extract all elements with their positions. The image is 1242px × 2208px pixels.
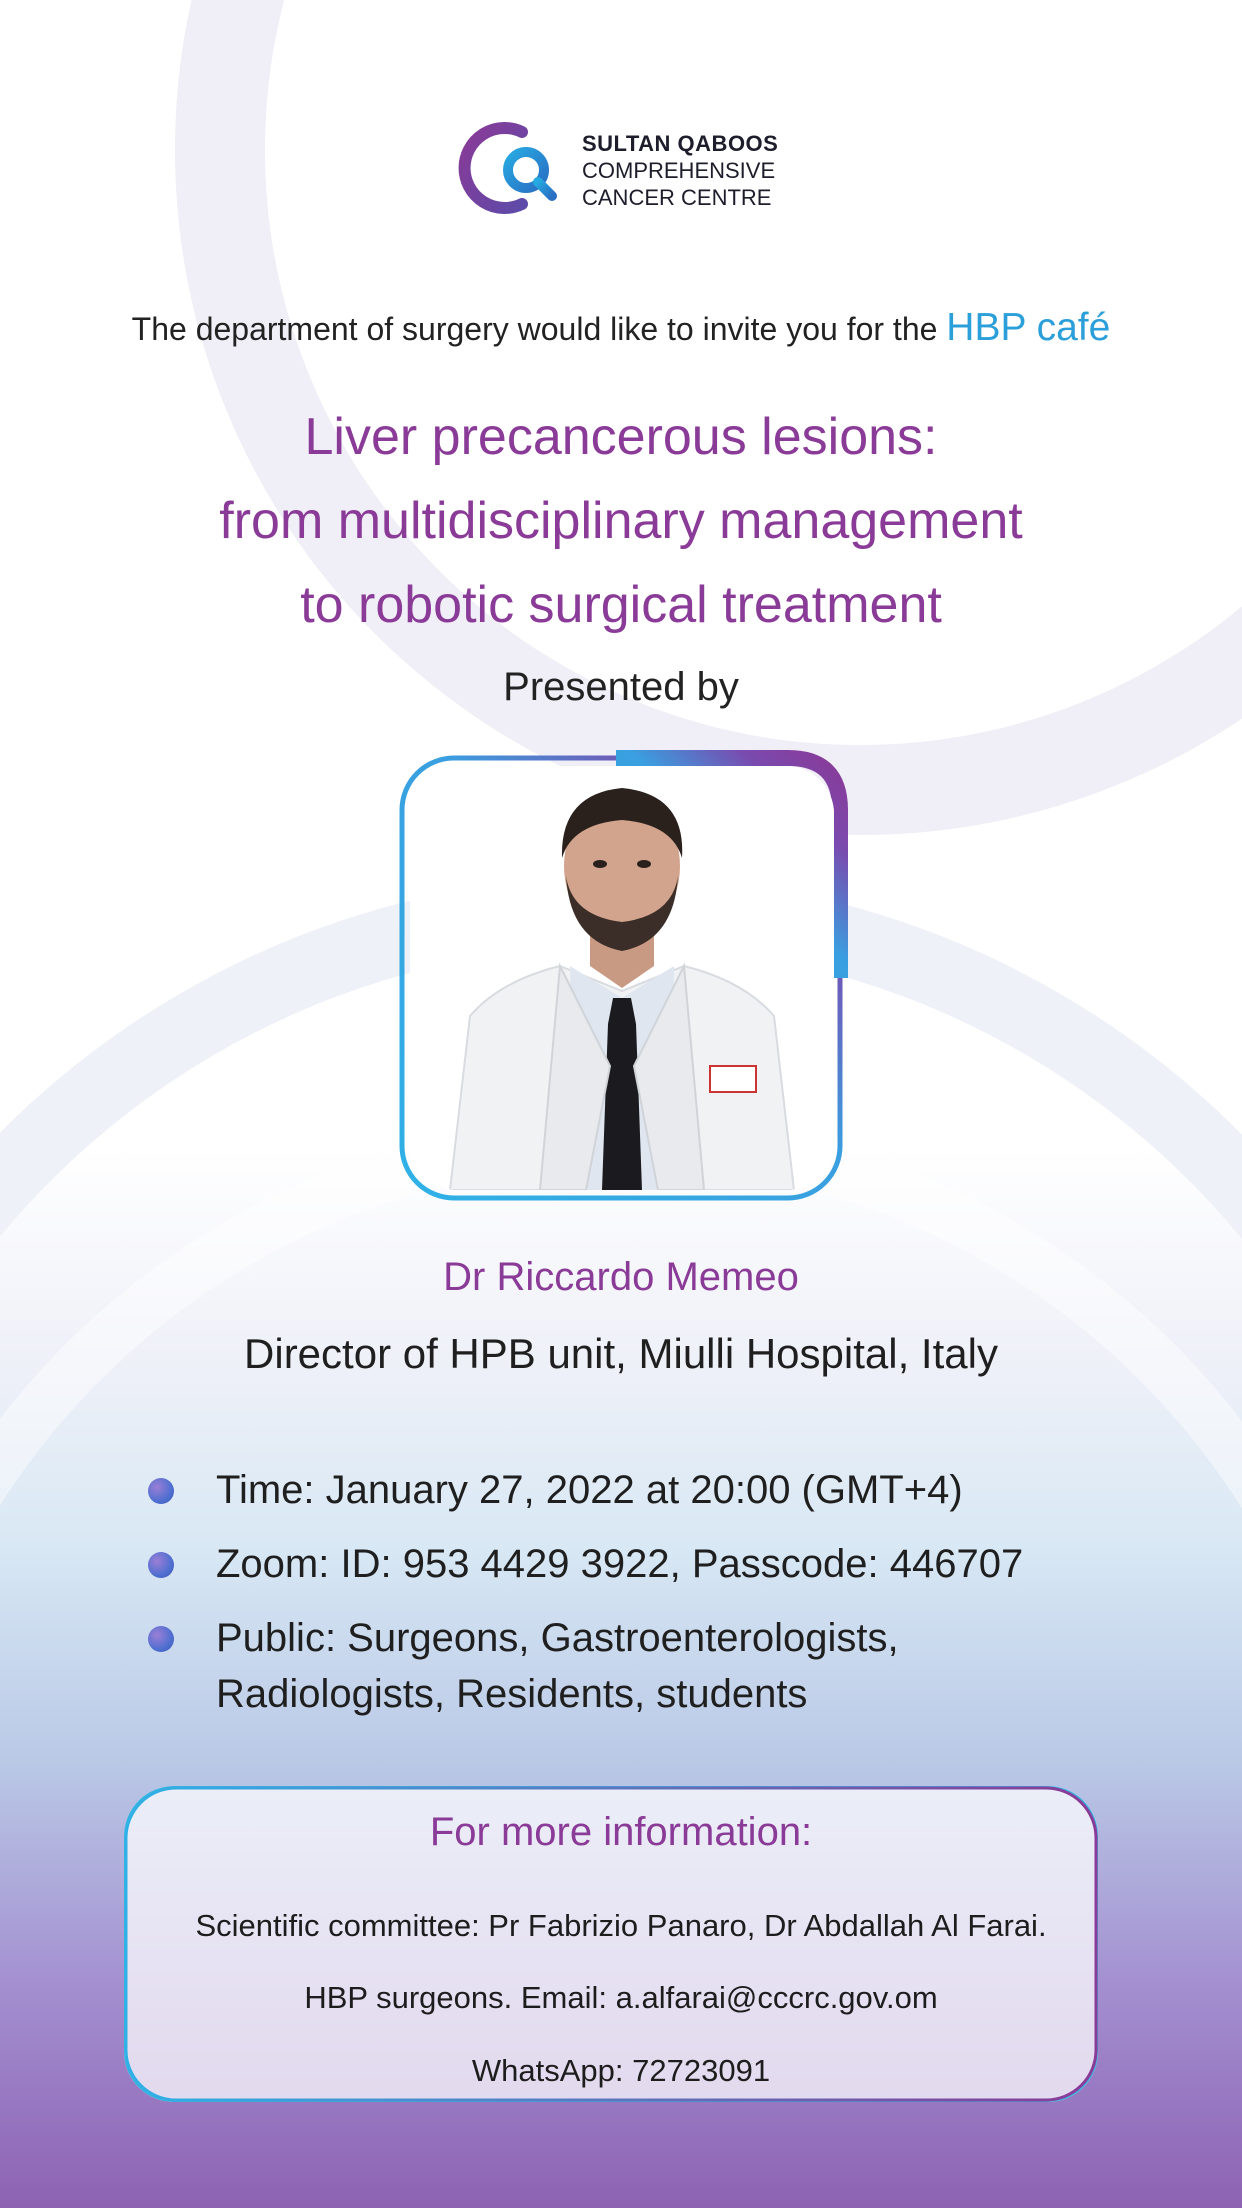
contact-whatsapp[interactable]: WhatsApp: 72723091 xyxy=(471,2053,771,2088)
speaker-photo-frame xyxy=(402,758,840,1198)
logo xyxy=(450,118,810,218)
speaker-illustration xyxy=(410,766,834,1190)
bullet-icon xyxy=(148,1552,174,1578)
logo-text xyxy=(582,130,778,211)
bullet-icon xyxy=(148,1478,174,1504)
event-title xyxy=(0,395,1242,647)
event-details-list xyxy=(148,1462,1148,1740)
logo-line-2: COMPREHENSIVE xyxy=(582,158,776,183)
presented-by: Presented by xyxy=(503,665,739,709)
invitation-text xyxy=(0,306,1242,350)
logo-line-1: SULTAN QABOOS xyxy=(582,131,779,156)
speaker-name: Dr Riccardo Memeo xyxy=(443,1255,799,1299)
detail-item-public xyxy=(148,1610,1056,1722)
detail-time-text: Time: January 27, 2022 at 20:00 (GMT+4) xyxy=(216,1468,963,1512)
invitation-body: The department of surgery would like to invite you for the xyxy=(131,311,947,347)
scientific-committee: Scientific committee: Pr Fabrizio Panaro, Dr Abdallah Al Farai. xyxy=(195,1908,1047,1943)
more-info-title: For more information: xyxy=(429,1810,813,1854)
contact-email[interactable]: HBP surgeons. Email: a.alfarai@cccrc.gov.om xyxy=(304,1980,938,2015)
detail-zoom-text: Zoom: ID: 953 4429 3922, Passcode: 446707 xyxy=(216,1542,1024,1586)
cq-logo-icon xyxy=(450,118,580,218)
title-line-1: Liver precancerous lesions: xyxy=(304,408,938,466)
speaker-photo xyxy=(410,766,834,1190)
title-line-2: from multidisciplinary management xyxy=(219,492,1023,550)
detail-item-time xyxy=(148,1462,1148,1518)
title-line-3: to robotic surgical treatment xyxy=(300,576,942,634)
detail-public-text: Public: Surgeons, Gastroenterologists, Radiologists, Residents, students xyxy=(216,1616,899,1716)
hbp-cafe-highlight: HBP café xyxy=(946,306,1111,349)
speaker-role: Director of HPB unit, Miulli Hospital, Italy xyxy=(244,1330,998,1377)
bullet-icon xyxy=(148,1626,174,1652)
logo-line-3: CANCER CENTRE xyxy=(582,185,772,210)
detail-item-zoom xyxy=(148,1536,1148,1592)
